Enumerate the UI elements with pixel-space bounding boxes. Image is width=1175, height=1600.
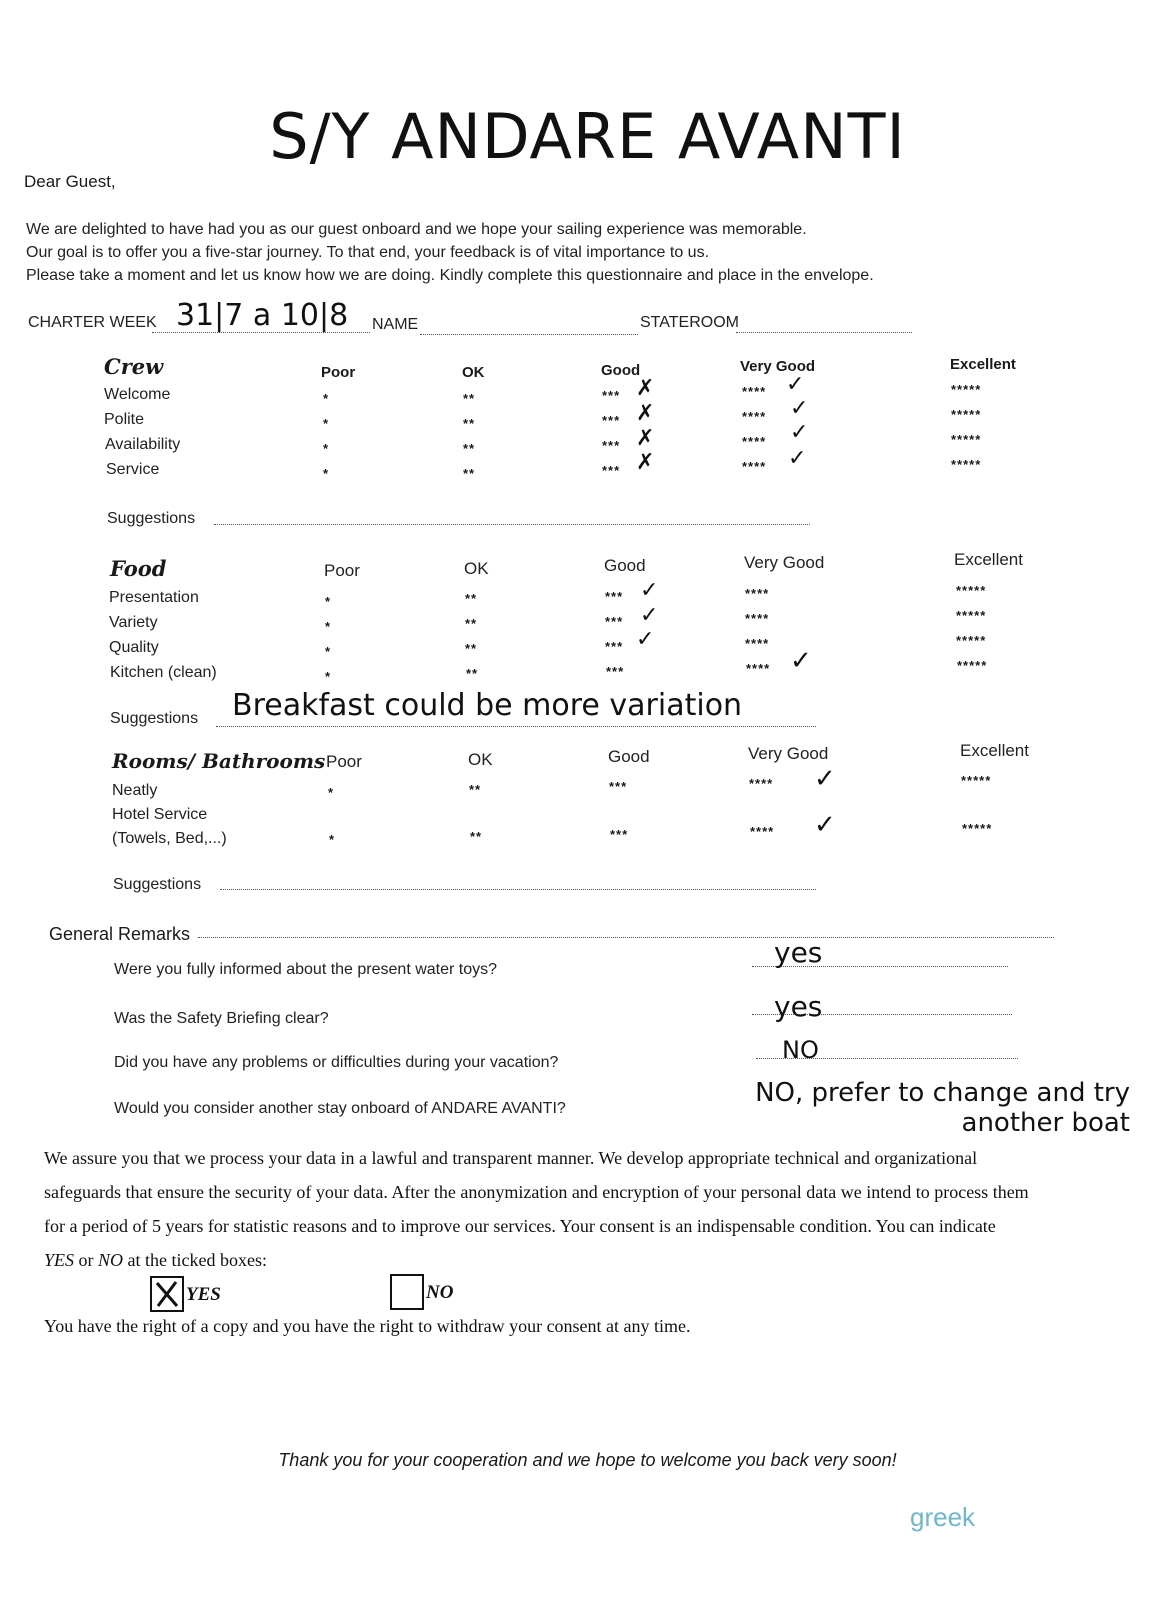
star-very-good[interactable]: **** — [745, 586, 770, 601]
header-poor: Poor — [326, 752, 362, 771]
header-good: Good — [608, 747, 650, 766]
consent-text: for a period of 5 years for statistic reasons and to improve our services. Your consent is an indispensable condition. You can indicate — [44, 1216, 996, 1236]
star-poor[interactable]: * — [323, 466, 330, 481]
header-ok: OK — [462, 364, 485, 381]
star-good[interactable]: *** — [605, 614, 624, 629]
consent-text: safeguards that ensure the security of your data. After the anonymization and encryption of your personal data we intend to process them — [44, 1182, 1029, 1202]
star-very-good[interactable]: **** — [750, 824, 775, 839]
suggestions-label: Suggestions — [107, 510, 196, 527]
star-excellent[interactable]: ***** — [956, 608, 987, 623]
header-excellent: Excellent — [950, 356, 1016, 373]
answer-field[interactable]: yes — [774, 990, 823, 1023]
star-poor[interactable]: * — [323, 441, 330, 456]
name-field[interactable] — [420, 334, 638, 335]
crossed-out-mark: ✗ — [636, 401, 655, 426]
star-excellent[interactable]: ***** — [951, 457, 982, 472]
charter-week-field[interactable]: 31|7 a 10|8 — [176, 298, 349, 333]
footer-thanks: Thank you for your cooperation and we hope to welcome you back very soon! — [278, 1450, 897, 1470]
row-label: Kitchen (clean) — [110, 664, 217, 681]
star-poor[interactable]: * — [329, 832, 336, 847]
check-mark-icon: ✓ — [786, 372, 805, 397]
star-very-good[interactable]: **** — [742, 409, 767, 424]
star-poor[interactable]: * — [328, 785, 335, 800]
star-ok[interactable]: ** — [466, 666, 479, 681]
row-label: Presentation — [109, 589, 199, 606]
check-mark-icon: ✓ — [790, 420, 809, 445]
header-ok: OK — [464, 559, 489, 578]
star-good[interactable]: *** — [606, 664, 625, 679]
star-ok[interactable]: ** — [470, 829, 483, 844]
check-mark-icon: ✓ — [790, 396, 809, 421]
rooms-suggestions-field[interactable] — [220, 889, 816, 890]
intro-line: We are delighted to have had you as our guest onboard and we hope your sailing experience was memorable. — [26, 221, 807, 238]
crossed-out-mark: ✗ — [636, 376, 655, 401]
check-mark-icon: ✓ — [640, 578, 659, 603]
star-very-good[interactable]: **** — [749, 776, 774, 791]
stateroom-label: STATEROOM — [640, 314, 739, 331]
star-very-good[interactable]: **** — [746, 661, 771, 676]
section-title-food: Food — [110, 556, 167, 581]
header-ok: OK — [468, 750, 493, 769]
star-ok[interactable]: ** — [469, 782, 482, 797]
star-poor[interactable]: * — [325, 619, 332, 634]
general-remarks-title: General Remarks — [49, 924, 191, 944]
header-very-good: Very Good — [744, 553, 825, 572]
header-good: Good — [601, 362, 641, 379]
consent-no-label: NO — [426, 1282, 454, 1303]
star-good[interactable]: *** — [605, 589, 624, 604]
star-good[interactable]: *** — [605, 639, 624, 654]
star-ok[interactable]: ** — [465, 616, 478, 631]
row-label: Hotel Service — [112, 806, 208, 823]
section-title-crew: Crew — [104, 354, 164, 379]
star-ok[interactable]: ** — [463, 391, 476, 406]
header-poor: Poor — [324, 561, 360, 580]
header-good: Good — [604, 556, 646, 575]
header-excellent: Excellent — [960, 741, 1029, 760]
star-poor[interactable]: * — [325, 594, 332, 609]
intro-line: Please take a moment and let us know how we are doing. Kindly complete this questionnaire and place in the envelope. — [26, 267, 874, 284]
star-very-good[interactable]: **** — [742, 434, 767, 449]
star-very-good[interactable]: **** — [742, 384, 767, 399]
question: Were you fully informed about the present water toys? — [114, 961, 498, 978]
check-mark-icon: ✓ — [814, 810, 836, 840]
x-mark-icon — [152, 1278, 182, 1310]
star-very-good[interactable]: **** — [745, 611, 770, 626]
star-good[interactable]: *** — [602, 388, 621, 403]
suggestions-label: Suggestions — [110, 710, 199, 727]
row-label: Variety — [109, 614, 158, 631]
check-mark-icon: ✓ — [788, 446, 807, 471]
star-excellent[interactable]: ***** — [961, 773, 992, 788]
star-very-good[interactable]: **** — [742, 459, 767, 474]
crew-suggestions-field[interactable] — [214, 524, 810, 525]
page-title: S/Y ANDARE AVANTI — [269, 100, 906, 173]
question: Was the Safety Briefing clear? — [114, 1010, 329, 1027]
star-good[interactable]: *** — [609, 779, 628, 794]
suggestions-label: Suggestions — [113, 876, 202, 893]
star-ok[interactable]: ** — [463, 466, 476, 481]
star-poor[interactable]: * — [323, 391, 330, 406]
rights-text: You have the right of a copy and you have the right to withdraw your consent at any time. — [44, 1316, 691, 1336]
star-poor[interactable]: * — [323, 416, 330, 431]
star-good[interactable]: *** — [602, 438, 621, 453]
star-ok[interactable]: ** — [463, 416, 476, 431]
crossed-out-mark: ✗ — [636, 426, 655, 451]
header-very-good: Very Good — [748, 744, 829, 763]
star-excellent[interactable]: ***** — [956, 583, 987, 598]
section-title-rooms: Rooms/ Bathrooms — [112, 749, 326, 773]
star-excellent[interactable]: ***** — [957, 658, 988, 673]
stateroom-field[interactable] — [736, 332, 912, 333]
check-mark-icon: ✓ — [640, 603, 659, 628]
star-good[interactable]: *** — [610, 827, 629, 842]
name-label: NAME — [372, 316, 419, 333]
star-excellent[interactable]: ***** — [956, 633, 987, 648]
star-good[interactable]: *** — [602, 413, 621, 428]
consent-instruction: YES or NO at the ticked boxes: — [44, 1250, 267, 1270]
consent-yes-checkbox[interactable] — [150, 1276, 184, 1312]
star-excellent[interactable]: ***** — [962, 821, 993, 836]
check-mark-icon: ✓ — [636, 627, 655, 652]
crossed-out-mark: ✗ — [636, 450, 655, 475]
star-ok[interactable]: ** — [465, 641, 478, 656]
header-very-good: Very Good — [740, 358, 816, 375]
star-ok[interactable]: ** — [463, 441, 476, 456]
row-sublabel: (Towels, Bed,...) — [112, 830, 227, 847]
star-ok[interactable]: ** — [465, 591, 478, 606]
star-good[interactable]: *** — [602, 463, 621, 478]
row-label: Quality — [109, 639, 159, 656]
watermark-logo: greek — [910, 1502, 976, 1532]
consent-text: We assure you that we process your data in a lawful and transparent manner. We develop appropriate technical and organizational — [44, 1148, 978, 1168]
answer-field[interactable]: NO, prefer to change and try another boat — [755, 1078, 1130, 1138]
header-poor: Poor — [321, 364, 356, 381]
star-very-good[interactable]: **** — [745, 636, 770, 651]
star-excellent[interactable]: ***** — [951, 407, 982, 422]
star-excellent[interactable]: ***** — [951, 432, 982, 447]
header-excellent: Excellent — [954, 550, 1023, 569]
charter-week-label: CHARTER WEEK — [28, 314, 157, 331]
row-label: Polite — [104, 411, 145, 428]
answer-field[interactable]: NO — [782, 1036, 819, 1064]
check-mark-icon: ✓ — [790, 646, 812, 676]
intro-line: Our goal is to offer you a five-star journey. To that end, your feedback is of vital importance to us. — [26, 244, 710, 261]
answer-field[interactable]: yes — [774, 936, 823, 969]
question: Would you consider another stay onboard of ANDARE AVANTI? — [114, 1100, 566, 1117]
consent-yes-label: YES — [186, 1284, 221, 1305]
consent-no-checkbox[interactable] — [390, 1274, 424, 1310]
star-excellent[interactable]: ***** — [951, 382, 982, 397]
row-label: Welcome — [104, 386, 171, 403]
food-suggestions-field[interactable]: Breakfast could be more variation — [232, 688, 743, 723]
star-poor[interactable]: * — [325, 644, 332, 659]
star-poor[interactable]: * — [325, 669, 332, 684]
question: Did you have any problems or difficulties during your vacation? — [114, 1054, 559, 1071]
greeting: Dear Guest, — [24, 172, 116, 191]
row-label: Neatly — [112, 782, 158, 799]
row-label: Service — [106, 461, 160, 478]
row-label: Availability — [105, 436, 181, 453]
check-mark-icon: ✓ — [814, 764, 836, 794]
